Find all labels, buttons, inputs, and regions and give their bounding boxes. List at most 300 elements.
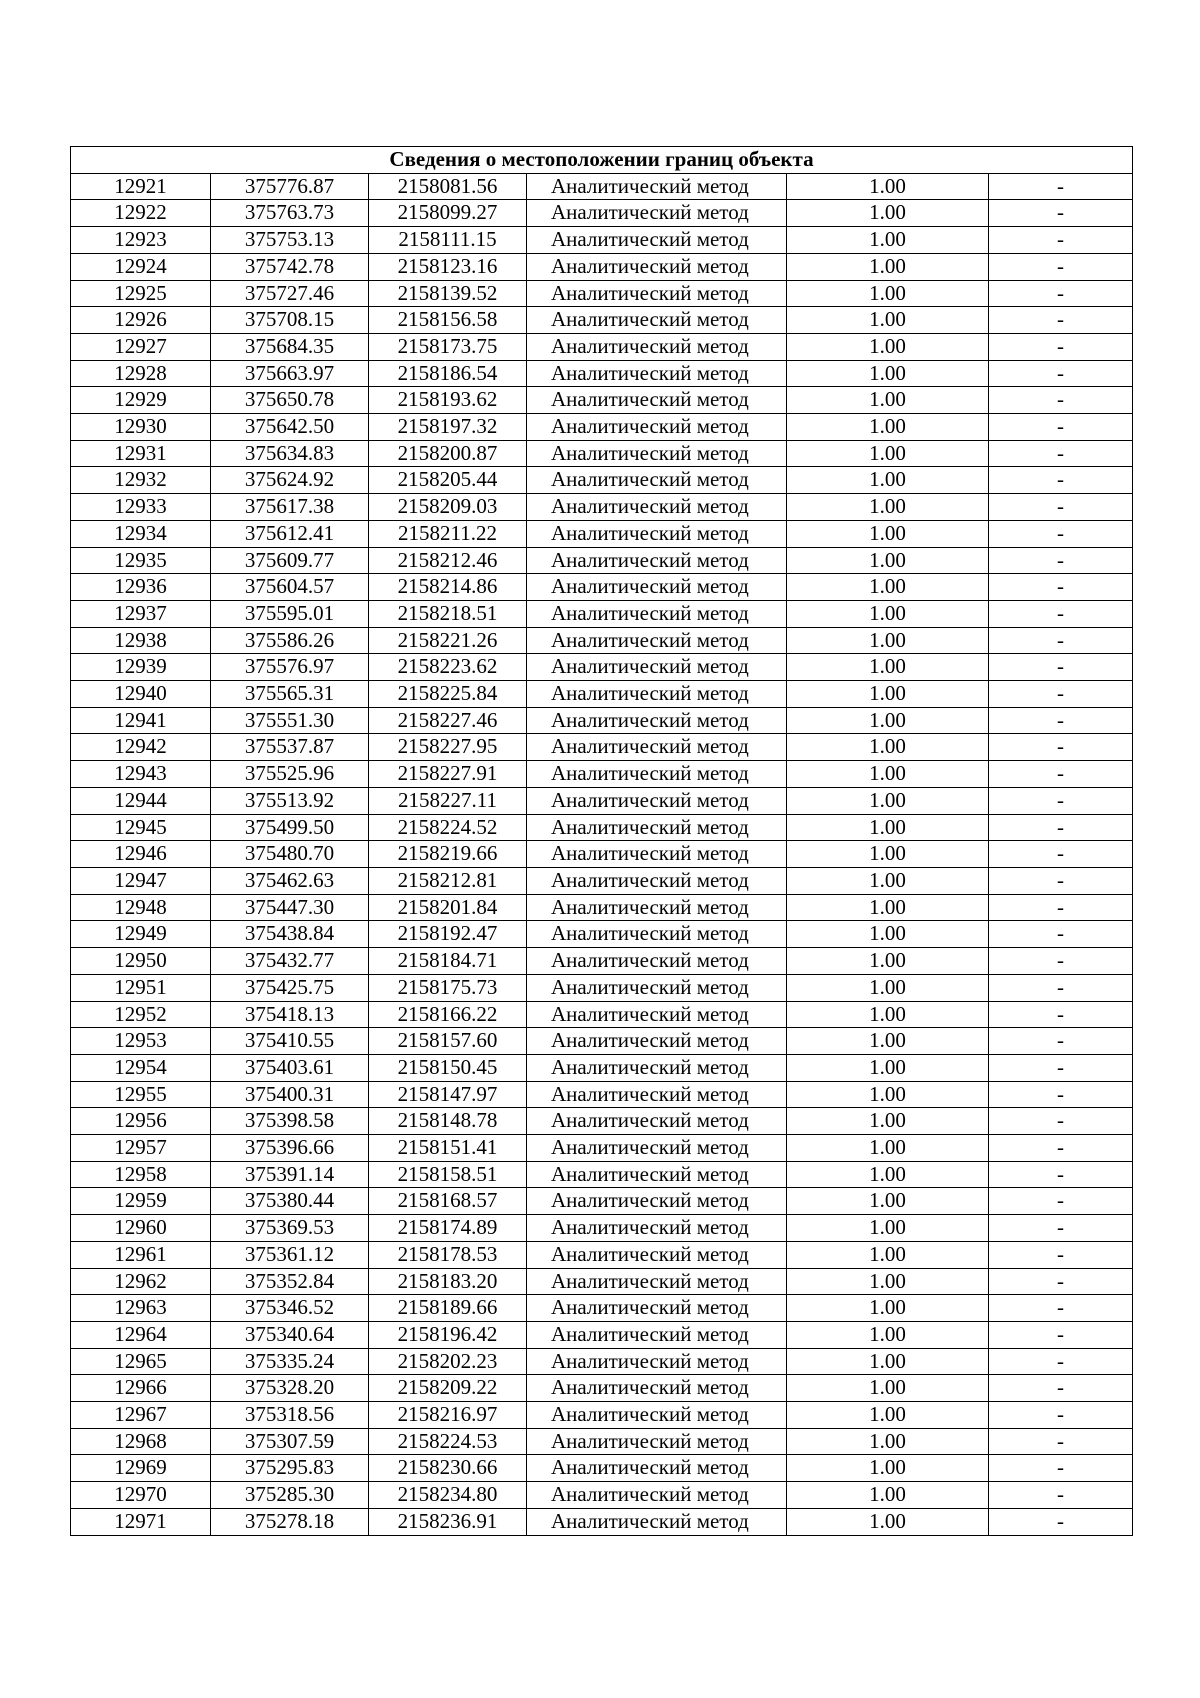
- description-cell: -: [989, 1482, 1133, 1509]
- accuracy-cell: 1.00: [787, 948, 989, 975]
- method-cell: Аналитический метод: [527, 1135, 787, 1162]
- y-coordinate-cell: 2158147.97: [369, 1081, 527, 1108]
- method-cell: Аналитический метод: [527, 627, 787, 654]
- x-coordinate-cell: 375396.66: [211, 1135, 369, 1162]
- accuracy-cell: 1.00: [787, 227, 989, 254]
- table-row: [71, 974, 1133, 1001]
- y-coordinate-cell: 2158218.51: [369, 600, 527, 627]
- table-row: [71, 1482, 1133, 1509]
- point-number-cell: 12962: [71, 1268, 211, 1295]
- x-coordinate-cell: 375295.83: [211, 1455, 369, 1482]
- table-row: [71, 200, 1133, 227]
- x-coordinate-cell: 375634.83: [211, 440, 369, 467]
- point-number-cell: 12941: [71, 707, 211, 734]
- accuracy-cell: 1.00: [787, 1402, 989, 1429]
- table-row: [71, 307, 1133, 334]
- x-coordinate-cell: 375438.84: [211, 921, 369, 948]
- point-number-cell: 12966: [71, 1375, 211, 1402]
- x-coordinate-cell: 375617.38: [211, 494, 369, 521]
- y-coordinate-cell: 2158234.80: [369, 1482, 527, 1509]
- x-coordinate-cell: 375642.50: [211, 414, 369, 441]
- accuracy-cell: 1.00: [787, 974, 989, 1001]
- method-cell: Аналитический метод: [527, 681, 787, 708]
- method-cell: Аналитический метод: [527, 1054, 787, 1081]
- x-coordinate-cell: 375403.61: [211, 1054, 369, 1081]
- description-cell: -: [989, 200, 1133, 227]
- accuracy-cell: 1.00: [787, 761, 989, 788]
- y-coordinate-cell: 2158225.84: [369, 681, 527, 708]
- table-row: [71, 1321, 1133, 1348]
- accuracy-cell: 1.00: [787, 440, 989, 467]
- x-coordinate-cell: 375537.87: [211, 734, 369, 761]
- description-cell: -: [989, 1348, 1133, 1375]
- y-coordinate-cell: 2158201.84: [369, 894, 527, 921]
- description-cell: -: [989, 574, 1133, 601]
- accuracy-cell: 1.00: [787, 627, 989, 654]
- description-cell: -: [989, 654, 1133, 681]
- boundary-table: [70, 146, 1133, 1536]
- accuracy-cell: 1.00: [787, 1054, 989, 1081]
- table-row: [71, 1081, 1133, 1108]
- table-row: [71, 948, 1133, 975]
- method-cell: Аналитический метод: [527, 467, 787, 494]
- description-cell: -: [989, 1161, 1133, 1188]
- method-cell: Аналитический метод: [527, 494, 787, 521]
- point-number-cell: 12936: [71, 574, 211, 601]
- method-cell: Аналитический метод: [527, 440, 787, 467]
- description-cell: -: [989, 547, 1133, 574]
- y-coordinate-cell: 2158227.91: [369, 761, 527, 788]
- method-cell: Аналитический метод: [527, 1108, 787, 1135]
- x-coordinate-cell: 375742.78: [211, 253, 369, 280]
- accuracy-cell: 1.00: [787, 1321, 989, 1348]
- table-row: [71, 1108, 1133, 1135]
- point-number-cell: 12925: [71, 280, 211, 307]
- point-number-cell: 12956: [71, 1108, 211, 1135]
- description-cell: -: [989, 1028, 1133, 1055]
- description-cell: -: [989, 1508, 1133, 1535]
- point-number-cell: 12964: [71, 1321, 211, 1348]
- y-coordinate-cell: 2158156.58: [369, 307, 527, 334]
- table-row: [71, 1001, 1133, 1028]
- description-cell: -: [989, 1375, 1133, 1402]
- x-coordinate-cell: 375624.92: [211, 467, 369, 494]
- table-row: [71, 1028, 1133, 1055]
- x-coordinate-cell: 375565.31: [211, 681, 369, 708]
- x-coordinate-cell: 375513.92: [211, 787, 369, 814]
- method-cell: Аналитический метод: [527, 1215, 787, 1242]
- description-cell: -: [989, 1135, 1133, 1162]
- y-coordinate-cell: 2158157.60: [369, 1028, 527, 1055]
- point-number-cell: 12971: [71, 1508, 211, 1535]
- point-number-cell: 12934: [71, 520, 211, 547]
- description-cell: -: [989, 173, 1133, 200]
- y-coordinate-cell: 2158193.62: [369, 387, 527, 414]
- description-cell: -: [989, 1268, 1133, 1295]
- table-row: [71, 173, 1133, 200]
- table-row: [71, 1135, 1133, 1162]
- method-cell: Аналитический метод: [527, 814, 787, 841]
- description-cell: -: [989, 841, 1133, 868]
- y-coordinate-cell: 2158150.45: [369, 1054, 527, 1081]
- x-coordinate-cell: 375595.01: [211, 600, 369, 627]
- description-cell: -: [989, 600, 1133, 627]
- method-cell: Аналитический метод: [527, 333, 787, 360]
- x-coordinate-cell: 375418.13: [211, 1001, 369, 1028]
- table-row: [71, 787, 1133, 814]
- y-coordinate-cell: 2158211.22: [369, 520, 527, 547]
- y-coordinate-cell: 2158192.47: [369, 921, 527, 948]
- x-coordinate-cell: 375753.13: [211, 227, 369, 254]
- accuracy-cell: 1.00: [787, 734, 989, 761]
- method-cell: Аналитический метод: [527, 280, 787, 307]
- table-row: [71, 333, 1133, 360]
- table-row: [71, 574, 1133, 601]
- accuracy-cell: 1.00: [787, 494, 989, 521]
- x-coordinate-cell: 375447.30: [211, 894, 369, 921]
- accuracy-cell: 1.00: [787, 547, 989, 574]
- accuracy-cell: 1.00: [787, 1241, 989, 1268]
- method-cell: Аналитический метод: [527, 1161, 787, 1188]
- table-row: [71, 707, 1133, 734]
- point-number-cell: 12952: [71, 1001, 211, 1028]
- description-cell: -: [989, 280, 1133, 307]
- description-cell: -: [989, 253, 1133, 280]
- x-coordinate-cell: 375684.35: [211, 333, 369, 360]
- y-coordinate-cell: 2158209.22: [369, 1375, 527, 1402]
- description-cell: -: [989, 333, 1133, 360]
- table-row: [71, 360, 1133, 387]
- method-cell: Аналитический метод: [527, 841, 787, 868]
- method-cell: Аналитический метод: [527, 921, 787, 948]
- table-row: [71, 253, 1133, 280]
- point-number-cell: 12963: [71, 1295, 211, 1322]
- accuracy-cell: 1.00: [787, 1161, 989, 1188]
- table-row: [71, 761, 1133, 788]
- point-number-cell: 12924: [71, 253, 211, 280]
- accuracy-cell: 1.00: [787, 1455, 989, 1482]
- method-cell: Аналитический метод: [527, 520, 787, 547]
- method-cell: Аналитический метод: [527, 1348, 787, 1375]
- description-cell: -: [989, 1428, 1133, 1455]
- description-cell: -: [989, 1455, 1133, 1482]
- point-number-cell: 12957: [71, 1135, 211, 1162]
- method-cell: Аналитический метод: [527, 1482, 787, 1509]
- table-row: [71, 841, 1133, 868]
- x-coordinate-cell: 375708.15: [211, 307, 369, 334]
- y-coordinate-cell: 2158189.66: [369, 1295, 527, 1322]
- point-number-cell: 12943: [71, 761, 211, 788]
- accuracy-cell: 1.00: [787, 467, 989, 494]
- table-row: [71, 1241, 1133, 1268]
- y-coordinate-cell: 2158139.52: [369, 280, 527, 307]
- table-row: [71, 867, 1133, 894]
- point-number-cell: 12926: [71, 307, 211, 334]
- y-coordinate-cell: 2158214.86: [369, 574, 527, 601]
- point-number-cell: 12938: [71, 627, 211, 654]
- x-coordinate-cell: 375604.57: [211, 574, 369, 601]
- point-number-cell: 12953: [71, 1028, 211, 1055]
- description-cell: -: [989, 227, 1133, 254]
- method-cell: Аналитический метод: [527, 253, 787, 280]
- table-row: [71, 1508, 1133, 1535]
- description-cell: -: [989, 627, 1133, 654]
- accuracy-cell: 1.00: [787, 867, 989, 894]
- table-row: [71, 1402, 1133, 1429]
- method-cell: Аналитический метод: [527, 1295, 787, 1322]
- method-cell: Аналитический метод: [527, 1081, 787, 1108]
- y-coordinate-cell: 2158166.22: [369, 1001, 527, 1028]
- point-number-cell: 12939: [71, 654, 211, 681]
- x-coordinate-cell: 375380.44: [211, 1188, 369, 1215]
- point-number-cell: 12946: [71, 841, 211, 868]
- method-cell: Аналитический метод: [527, 1402, 787, 1429]
- y-coordinate-cell: 2158196.42: [369, 1321, 527, 1348]
- accuracy-cell: 1.00: [787, 600, 989, 627]
- point-number-cell: 12949: [71, 921, 211, 948]
- table-row: [71, 1268, 1133, 1295]
- x-coordinate-cell: 375462.63: [211, 867, 369, 894]
- accuracy-cell: 1.00: [787, 814, 989, 841]
- table-row: [71, 627, 1133, 654]
- description-cell: -: [989, 1188, 1133, 1215]
- x-coordinate-cell: 375612.41: [211, 520, 369, 547]
- description-cell: -: [989, 787, 1133, 814]
- x-coordinate-cell: 375499.50: [211, 814, 369, 841]
- x-coordinate-cell: 375400.31: [211, 1081, 369, 1108]
- method-cell: Аналитический метод: [527, 1428, 787, 1455]
- method-cell: Аналитический метод: [527, 1001, 787, 1028]
- description-cell: -: [989, 814, 1133, 841]
- description-cell: -: [989, 867, 1133, 894]
- y-coordinate-cell: 2158173.75: [369, 333, 527, 360]
- accuracy-cell: 1.00: [787, 1375, 989, 1402]
- y-coordinate-cell: 2158174.89: [369, 1215, 527, 1242]
- y-coordinate-cell: 2158219.66: [369, 841, 527, 868]
- point-number-cell: 12965: [71, 1348, 211, 1375]
- accuracy-cell: 1.00: [787, 1188, 989, 1215]
- point-number-cell: 12927: [71, 333, 211, 360]
- accuracy-cell: 1.00: [787, 654, 989, 681]
- accuracy-cell: 1.00: [787, 280, 989, 307]
- y-coordinate-cell: 2158178.53: [369, 1241, 527, 1268]
- point-number-cell: 12928: [71, 360, 211, 387]
- y-coordinate-cell: 2158081.56: [369, 173, 527, 200]
- x-coordinate-cell: 375586.26: [211, 627, 369, 654]
- table-row: [71, 814, 1133, 841]
- point-number-cell: 12955: [71, 1081, 211, 1108]
- x-coordinate-cell: 375346.52: [211, 1295, 369, 1322]
- table-row: [71, 1348, 1133, 1375]
- point-number-cell: 12940: [71, 681, 211, 708]
- accuracy-cell: 1.00: [787, 681, 989, 708]
- description-cell: -: [989, 921, 1133, 948]
- x-coordinate-cell: 375425.75: [211, 974, 369, 1001]
- method-cell: Аналитический метод: [527, 227, 787, 254]
- x-coordinate-cell: 375318.56: [211, 1402, 369, 1429]
- method-cell: Аналитический метод: [527, 1028, 787, 1055]
- method-cell: Аналитический метод: [527, 707, 787, 734]
- point-number-cell: 12937: [71, 600, 211, 627]
- x-coordinate-cell: 375391.14: [211, 1161, 369, 1188]
- accuracy-cell: 1.00: [787, 173, 989, 200]
- method-cell: Аналитический метод: [527, 867, 787, 894]
- method-cell: Аналитический метод: [527, 387, 787, 414]
- table-row: [71, 1375, 1133, 1402]
- accuracy-cell: 1.00: [787, 414, 989, 441]
- y-coordinate-cell: 2158123.16: [369, 253, 527, 280]
- method-cell: Аналитический метод: [527, 1241, 787, 1268]
- description-cell: -: [989, 1081, 1133, 1108]
- method-cell: Аналитический метод: [527, 547, 787, 574]
- y-coordinate-cell: 2158148.78: [369, 1108, 527, 1135]
- method-cell: Аналитический метод: [527, 200, 787, 227]
- method-cell: Аналитический метод: [527, 600, 787, 627]
- accuracy-cell: 1.00: [787, 1428, 989, 1455]
- table-row: [71, 547, 1133, 574]
- point-number-cell: 12967: [71, 1402, 211, 1429]
- accuracy-cell: 1.00: [787, 1268, 989, 1295]
- x-coordinate-cell: 375576.97: [211, 654, 369, 681]
- x-coordinate-cell: 375763.73: [211, 200, 369, 227]
- x-coordinate-cell: 375352.84: [211, 1268, 369, 1295]
- x-coordinate-cell: 375525.96: [211, 761, 369, 788]
- point-number-cell: 12958: [71, 1161, 211, 1188]
- table-row: [71, 734, 1133, 761]
- method-cell: Аналитический метод: [527, 1188, 787, 1215]
- accuracy-cell: 1.00: [787, 307, 989, 334]
- point-number-cell: 12951: [71, 974, 211, 1001]
- description-cell: -: [989, 440, 1133, 467]
- method-cell: Аналитический метод: [527, 574, 787, 601]
- description-cell: -: [989, 1241, 1133, 1268]
- description-cell: -: [989, 414, 1133, 441]
- description-cell: -: [989, 1295, 1133, 1322]
- description-cell: -: [989, 307, 1133, 334]
- y-coordinate-cell: 2158212.81: [369, 867, 527, 894]
- point-number-cell: 12970: [71, 1482, 211, 1509]
- table-row: [71, 1054, 1133, 1081]
- accuracy-cell: 1.00: [787, 360, 989, 387]
- table-row: [71, 1188, 1133, 1215]
- accuracy-cell: 1.00: [787, 787, 989, 814]
- table-row: [71, 414, 1133, 441]
- method-cell: Аналитический метод: [527, 360, 787, 387]
- y-coordinate-cell: 2158197.32: [369, 414, 527, 441]
- method-cell: Аналитический метод: [527, 948, 787, 975]
- table-row: [71, 681, 1133, 708]
- accuracy-cell: 1.00: [787, 574, 989, 601]
- accuracy-cell: 1.00: [787, 841, 989, 868]
- table-title-row: [71, 147, 1133, 174]
- x-coordinate-cell: 375328.20: [211, 1375, 369, 1402]
- point-number-cell: 12969: [71, 1455, 211, 1482]
- method-cell: Аналитический метод: [527, 307, 787, 334]
- table-row: [71, 894, 1133, 921]
- method-cell: Аналитический метод: [527, 173, 787, 200]
- point-number-cell: 12959: [71, 1188, 211, 1215]
- table-row: [71, 600, 1133, 627]
- point-number-cell: 12933: [71, 494, 211, 521]
- point-number-cell: 12954: [71, 1054, 211, 1081]
- description-cell: -: [989, 1108, 1133, 1135]
- accuracy-cell: 1.00: [787, 1482, 989, 1509]
- y-coordinate-cell: 2158111.15: [369, 227, 527, 254]
- y-coordinate-cell: 2158230.66: [369, 1455, 527, 1482]
- method-cell: Аналитический метод: [527, 761, 787, 788]
- method-cell: Аналитический метод: [527, 1375, 787, 1402]
- point-number-cell: 12931: [71, 440, 211, 467]
- method-cell: Аналитический метод: [527, 974, 787, 1001]
- description-cell: -: [989, 948, 1133, 975]
- x-coordinate-cell: 375335.24: [211, 1348, 369, 1375]
- point-number-cell: 12945: [71, 814, 211, 841]
- method-cell: Аналитический метод: [527, 894, 787, 921]
- method-cell: Аналитический метод: [527, 1321, 787, 1348]
- point-number-cell: 12930: [71, 414, 211, 441]
- x-coordinate-cell: 375663.97: [211, 360, 369, 387]
- accuracy-cell: 1.00: [787, 200, 989, 227]
- description-cell: -: [989, 520, 1133, 547]
- x-coordinate-cell: 375480.70: [211, 841, 369, 868]
- table-row: [71, 520, 1133, 547]
- y-coordinate-cell: 2158216.97: [369, 1402, 527, 1429]
- point-number-cell: 12944: [71, 787, 211, 814]
- y-coordinate-cell: 2158099.27: [369, 200, 527, 227]
- y-coordinate-cell: 2158175.73: [369, 974, 527, 1001]
- x-coordinate-cell: 375307.59: [211, 1428, 369, 1455]
- point-number-cell: 12942: [71, 734, 211, 761]
- point-number-cell: 12950: [71, 948, 211, 975]
- y-coordinate-cell: 2158224.52: [369, 814, 527, 841]
- accuracy-cell: 1.00: [787, 253, 989, 280]
- x-coordinate-cell: 375278.18: [211, 1508, 369, 1535]
- y-coordinate-cell: 2158223.62: [369, 654, 527, 681]
- accuracy-cell: 1.00: [787, 1135, 989, 1162]
- x-coordinate-cell: 375609.77: [211, 547, 369, 574]
- accuracy-cell: 1.00: [787, 1108, 989, 1135]
- table-row: [71, 227, 1133, 254]
- method-cell: Аналитический метод: [527, 1455, 787, 1482]
- table-body: [71, 173, 1133, 1535]
- y-coordinate-cell: 2158151.41: [369, 1135, 527, 1162]
- table-row: [71, 1161, 1133, 1188]
- accuracy-cell: 1.00: [787, 520, 989, 547]
- y-coordinate-cell: 2158183.20: [369, 1268, 527, 1295]
- description-cell: -: [989, 707, 1133, 734]
- point-number-cell: 12948: [71, 894, 211, 921]
- x-coordinate-cell: 375398.58: [211, 1108, 369, 1135]
- accuracy-cell: 1.00: [787, 707, 989, 734]
- point-number-cell: 12960: [71, 1215, 211, 1242]
- method-cell: Аналитический метод: [527, 654, 787, 681]
- description-cell: -: [989, 494, 1133, 521]
- y-coordinate-cell: 2158200.87: [369, 440, 527, 467]
- y-coordinate-cell: 2158227.95: [369, 734, 527, 761]
- y-coordinate-cell: 2158221.26: [369, 627, 527, 654]
- table-row: [71, 494, 1133, 521]
- accuracy-cell: 1.00: [787, 1001, 989, 1028]
- table-row: [71, 1295, 1133, 1322]
- point-number-cell: 12932: [71, 467, 211, 494]
- x-coordinate-cell: 375650.78: [211, 387, 369, 414]
- point-number-cell: 12935: [71, 547, 211, 574]
- x-coordinate-cell: 375361.12: [211, 1241, 369, 1268]
- y-coordinate-cell: 2158202.23: [369, 1348, 527, 1375]
- table-row: [71, 1215, 1133, 1242]
- method-cell: Аналитический метод: [527, 414, 787, 441]
- accuracy-cell: 1.00: [787, 921, 989, 948]
